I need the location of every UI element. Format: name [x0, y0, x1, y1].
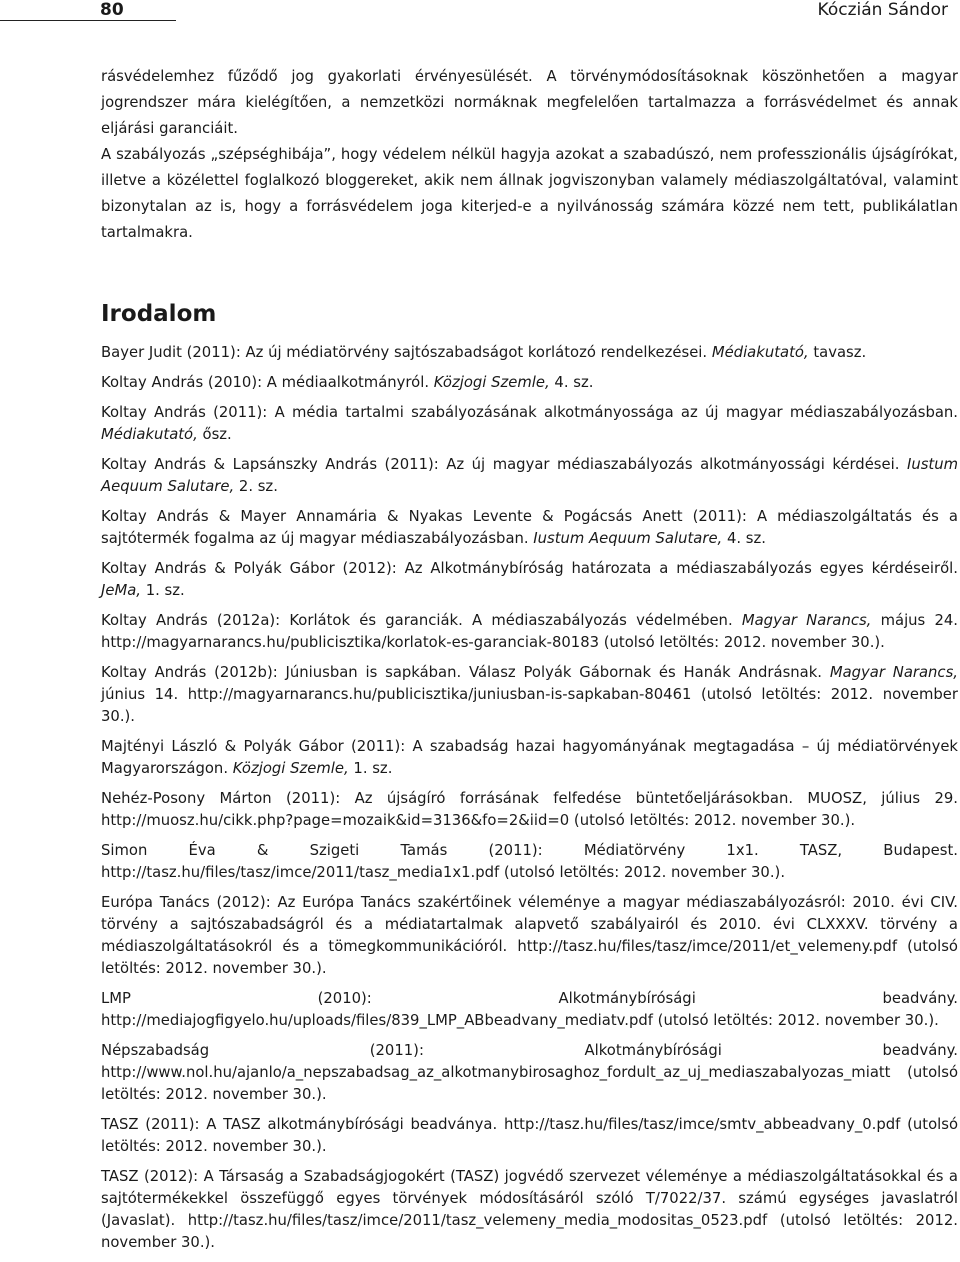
- intro-text: [101, 64, 958, 246]
- reference-item: Bayer Judit (2011): Az új médiatörvény sajtószabadságot korlátozó rendelkezései. Médiakutató, tavasz.: [101, 344, 867, 361]
- reference-item: Európa Tanács (2012): Az Európa Tanács szakértőinek véleménye a magyar médiaszabályozásról: 2010. évi CIV. törvény a sajtószabadságról és a médiatartalmak alapvető szabályairól és 2010. évi CLXXXV. törvény a médiaszolgáltatásokról és a tömegkommunikációról. http://tasz.hu/files/tasz/imce/2011/et_velemeny.pdf (utolsó letöltés: 2012. november 30.).: [101, 894, 958, 977]
- reference-item: Nehéz-Posony Márton (2011): Az újságíró forrásának felfedése büntetőeljárásokban. MUOSZ, július 29. http://muosz.hu/cikk.php?page=mozaik&id=3136&fo=2&iid=0 (utolsó letöltés: 2012. november 30.).: [101, 790, 958, 829]
- reference-item: Koltay András & Polyák Gábor (2012): Az Alkotmánybíróság határozata a médiaszabályozás egyes kérdéseiről. JeMa, 1. sz.: [101, 560, 958, 599]
- reference-item: Koltay András (2011): A média tartalmi szabályozásának alkotmányossága az új magyar médiaszabályozásban. Médiakutató, ősz.: [101, 404, 958, 443]
- reference-item: Koltay András (2010): A médiaalkotmányról. Közjogi Szemle, 4. sz.: [101, 374, 594, 391]
- reference-item: TASZ (2012): A Társaság a Szabadságjogokért (TASZ) jogvédő szervezet véleménye a médiaszolgáltatásokkal és a sajtótermékekkel összefüggő egyes törvények módosításáról szóló T/7022/37. számú egységes javaslatról (Javaslat). http://tasz.hu/files/tasz/imce/2011/tasz_velemeny_media_modositas_0523.pdf (utolsó letöltés: 2012. november 30.).: [101, 1168, 958, 1251]
- reference-item: Népszabadság (2011): Alkotmánybírósági beadvány. http://www.nol.hu/ajanlo/a_nepszabadsag_az_alkotmanybirosaghoz_fordult_az_uj_mediaszabalyozas_miatt (utolsó letöltés: 2012. november 30.).: [101, 1042, 958, 1103]
- reference-item: Simon Éva & Szigeti Tamás (2011): Médiatörvény 1x1. TASZ, Budapest. http://tasz.hu/files/tasz/imce/2011/tasz_media1x1.pdf (utolsó letöltés: 2012. november 30.).: [101, 842, 958, 881]
- reference-list: [101, 342, 958, 1254]
- reference-item: Majtényi László & Polyák Gábor (2011): A szabadság hazai hagyományának megtagadása – új médiatörvények Magyarországon. Közjogi Szemle, 1. sz.: [101, 738, 958, 777]
- running-head-author: Kóczián Sándor: [817, 0, 948, 20]
- reference-item: Koltay András (2012a): Korlátok és garanciák. A médiaszabályozás védelmében. Magyar Narancs, május 24. http://magyarnarancs.hu/publicisztika/korlatok-es-garanciak-80183 (utolsó letöltés: 2012. november 30.).: [101, 612, 958, 651]
- page-content: [101, 64, 958, 1262]
- reference-item: TASZ (2011): A TASZ alkotmánybírósági beadványa. http://tasz.hu/files/tasz/imce/smtv_abbeadvany_0.pdf (utolsó letöltés: 2012. november 30.).: [101, 1116, 958, 1155]
- paragraph: A szabályozás „szépséghibája”, hogy védelem nélkül hagyja azokat a szabadúszó, nem professzionális újságírókat, illetve a közélettel foglalkozó bloggereket, akik nem állnak jogviszonyban valamely médiaszolgáltatóval, valamint bizonytalan az is, hogy a forrásvédelem joga kiterjed-e a nyilvánosság számára közzé nem tett, publikálatlan tartalmakra.: [101, 146, 958, 241]
- reference-item: Koltay András & Mayer Annamária & Nyakas Levente & Pogácsás Anett (2011): A médiaszolgáltatás és a sajtótermék fogalma az új magyar médiaszabályozásban. Iustum Aequum Salutare, 4. sz.: [101, 508, 958, 547]
- reference-item: LMP (2010): Alkotmánybírósági beadvány. http://mediajogfigyelo.hu/uploads/files/839_LMP_ABbeadvany_mediatv.pdf (utolsó letöltés: 2012. november 30.).: [101, 990, 958, 1029]
- paragraph-continued: rásvédelemhez fűződő jog gyakorlati érvényesülését. A törvénymódosításoknak köszönhetően a magyar jogrendszer mára kielégítően, a nemzetközi normáknak megfelelően tartalmazza a forrásvédelmet és annak eljárási garanciáit.: [101, 68, 958, 137]
- reference-item: Koltay András (2012b): Júniusban is sapkában. Válasz Polyák Gábornak és Hanák Andrásnak. Magyar Narancs, június 14. http://magyarnarancs.hu/publicisztika/juniusban-is-sapkaban-80461 (utolsó letöltés: 2012. november 30.).: [101, 664, 958, 725]
- header-rule: [0, 20, 176, 21]
- page-header: [0, 0, 960, 30]
- section-title: Irodalom: [101, 301, 217, 327]
- reference-item: Koltay András & Lapsánszky András (2011): Az új magyar médiaszabályozás alkotmányossági kérdései. Iustum Aequum Salutare, 2. sz.: [101, 456, 958, 495]
- page-number: 80: [100, 0, 124, 20]
